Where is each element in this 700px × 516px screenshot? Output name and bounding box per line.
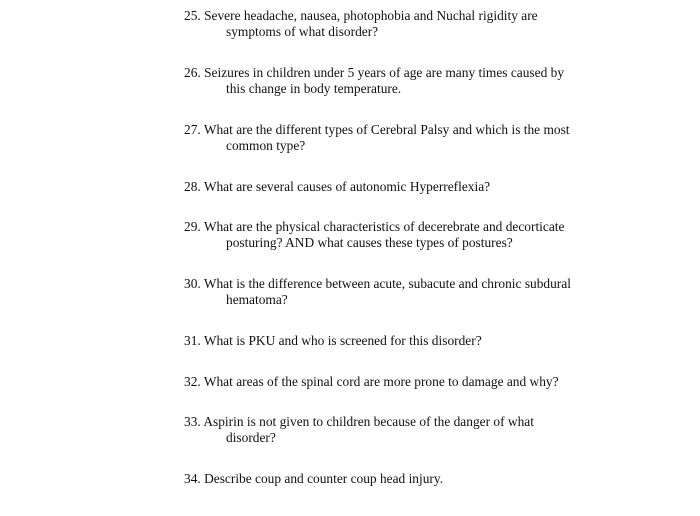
question-30: 30. What is the difference between acute, subacute and chronic subdural hematoma? [184,276,571,307]
question-26: 26. Seizures in children under 5 years of age are many times caused by this change in body temperature. [184,65,565,96]
question-28: 28. What are several causes of autonomic Hyperreflexia? [184,179,491,194]
question-33: 33. Aspirin is not given to children because of the danger of what disorder? [184,414,534,445]
question-31: 31. What is PKU and who is screened for this disorder? [184,333,482,348]
question-27: 27. What are the different types of Cerebral Palsy and which is the most common type? [184,122,570,153]
question-32: 32. What areas of the spinal cord are more prone to damage and why? [184,374,559,389]
question-29: 29. What are the physical characteristics of decerebrate and decorticate posturing? AND what causes these types of postures? [184,219,565,250]
question-25: 25. Severe headache, nausea, photophobia and Nuchal rigidity are symptoms of what disorder? [184,8,538,39]
question-34: 34. Describe coup and counter coup head injury. [184,471,444,486]
